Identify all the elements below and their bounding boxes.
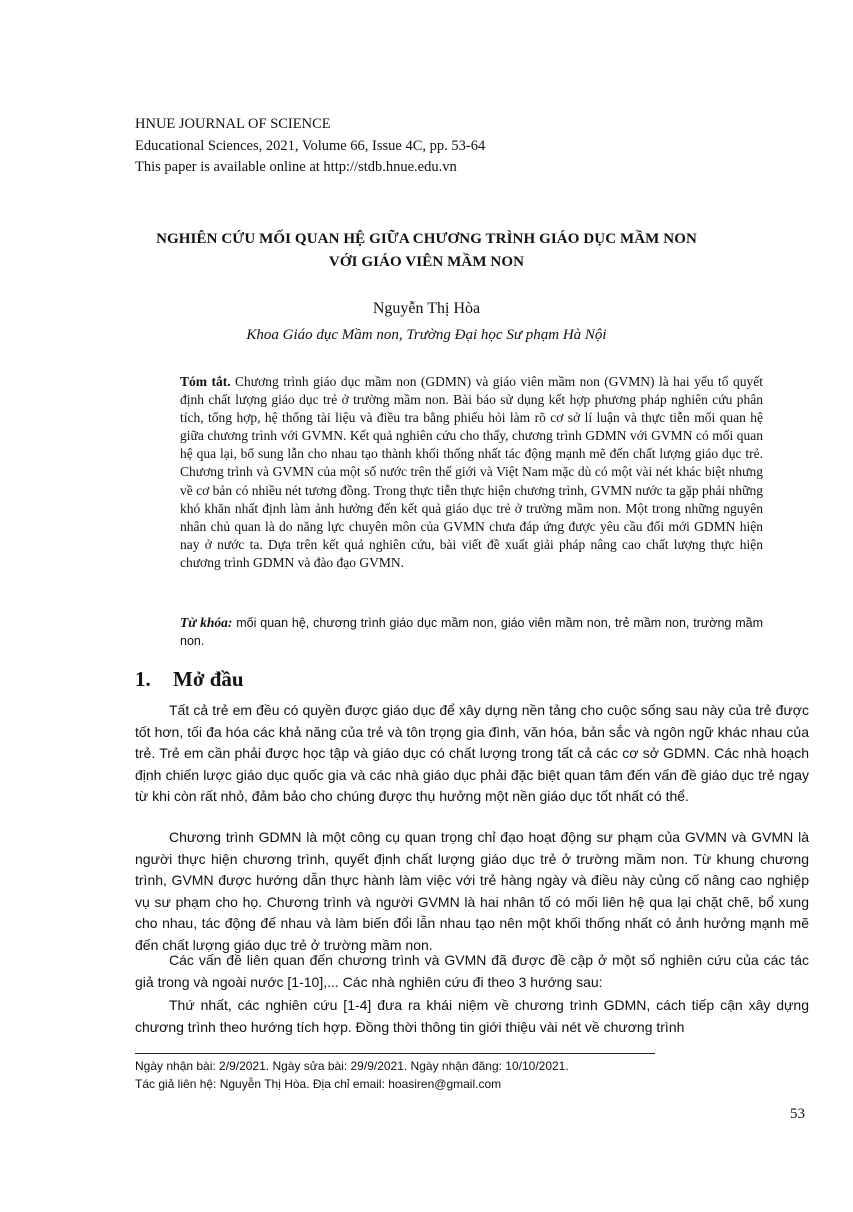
paragraph-text: Các vấn đề liên quan đến chương trình và GVMN đã được đề cập ở một số nghiên cứu của các tác giả trong và ngoài nước [1-10],... Các nhà nghiên cứu đi theo 3 hướng sau: [135,952,809,990]
paragraph-text: Thứ nhất, các nghiên cứu [1-4] đưa ra khái niệm về chương trình GDMN, cách tiếp cận xây dựng chương trình theo hướng tích hợp. Đồng thời thông tin giới thiệu vài nét về chương trình [135,997,809,1035]
footnote-contact: Tác giả liên hệ: Nguyễn Thị Hòa. Địa chỉ email: hoasiren@gmail.com [135,1077,502,1091]
section-number: 1. [135,667,151,691]
abstract [180,373,763,572]
journal-citation: Educational Sciences, 2021, Volume 66, Issue 4C, pp. 53-64 [135,138,486,154]
abstract-label: Tóm tắt. [180,374,231,389]
section-heading [135,667,244,692]
keywords [180,614,763,650]
paper-title [110,228,743,274]
title-line-2: VỚI GIÁO VIÊN MẦM NON [328,254,525,270]
paragraph-text: Tất cả trẻ em đều có quyền được giáo dục để xây dựng nền tảng cho cuộc sống sau này của trẻ được tốt hơn, tối đa hóa các khả năng của trẻ và tôn trọng gia đình, văn hóa, bản sắc và ngôn ngữ khác nhau của trẻ. Trẻ em cần phải được học tập và giáo dục có chất lượng trong tất cả các cơ sở GDMN. Các nhà hoạch định chiến lược giáo dục quốc gia và các nhà giáo dục phải đặc biệt quan tâm đến vấn đề giáo dục trẻ ngay từ khi còn rất nhỏ, đảm bảo cho chúng được thụ hưởng một nền giáo dục tốt nhất có thể. [135,702,809,805]
author-affiliation: Khoa Giáo dục Mầm non, Trường Đại học Sư phạm Hà Nội [246,327,607,343]
keywords-label: Từ khóa: [180,615,233,630]
section-title: Mở đầu [173,667,244,691]
body-paragraph-1 [135,700,809,808]
paragraph-text: Chương trình GDMN là một công cụ quan trọng chỉ đạo hoạt động sư phạm của GVMN và GVMN là người thực hiện chương trình, quyết định chất lượng giáo dục trẻ ở trường mầm non. Từ khung chương trình, GVMN được hướng dẫn thực hành làm việc với trẻ hàng ngày và điều này củng cố nâng cao nghiệp vụ sư phạm cho họ. Chương trình và người GVMN là hai nhân tố có mối liên hệ qua lại chặt chẽ, bổ xung cho nhau, tác động đế nhau và làm biến đổi lẫn nhau tạo nên một khối thống nhất có ảnh hưởng mạnh mẽ đến chất lượng giáo dục trẻ ở trường mầm non. [135,829,809,953]
body-paragraph-4 [135,995,809,1038]
title-line-1: NGHIÊN CỨU MỐI QUAN HỆ GIỮA CHƯƠNG TRÌNH GIÁO DỤC MẦM NON [156,231,697,247]
journal-availability: This paper is available online at http://stdb.hnue.edu.vn [135,159,457,175]
body-paragraph-3 [135,950,809,993]
keywords-text: mối quan hệ, chương trình giáo dục mầm non, giáo viên mầm non, trẻ mầm non, trường mầm non. [180,616,764,648]
abstract-text: Chương trình giáo dục mầm non (GDMN) và giáo viên mầm non (GVMN) là hai yếu tố quyết định chất lượng giáo dục trẻ ở trường mầm non. Bài báo sử dụng kết hợp phương pháp nghiên cứu phân tích, tổng hợp, hệ thống tài liệu và điều tra bằng phiếu hỏi làm rõ cơ sở lí luận và thực tiễn mối quan hệ giữa chương trình với GVMN. Kết quả nghiên cứu cho thấy, chương trình GDMN với GVMN có mối quan hệ qua lại, bổ sung lẫn cho nhau tạo thành khối thống nhất tác động mạnh mẽ đến chất lượng giáo dục trẻ. Chương trình và GVMN của một số nước trên thế giới và Việt Nam mặc dù có một vài nét khác biệt nhưng về cơ bản có nhiều nét tương đồng. Trong thực tiễn thực hiện chương trình, GVMN nước ta gặp phải những khó khăn nhất định làm ảnh hưởng đến kết quả giáo dục trẻ ở trường mầm non. Một trong những nguyên nhân chủ quan là do năng lực chuyên môn của GVMN chưa đáp ứng được yêu cầu đổi mới GDMN hiện nay ở nước ta. Dựa trên kết quả nghiên cứu, bài viết đề xuất giải pháp nâng cao chất lượng thực hiện chương trình GDMN và đào đạo GVMN. [180,374,763,570]
journal-name: HNUE JOURNAL OF SCIENCE [135,116,331,132]
footnote-dates: Ngày nhận bài: 2/9/2021. Ngày sửa bài: 29/9/2021. Ngày nhận đăng: 10/10/2021. [135,1059,569,1073]
author-name: Nguyễn Thị Hòa [372,300,481,317]
body-paragraph-2 [135,827,809,957]
page-number: 53 [790,1106,805,1122]
footnote-divider [135,1053,655,1054]
